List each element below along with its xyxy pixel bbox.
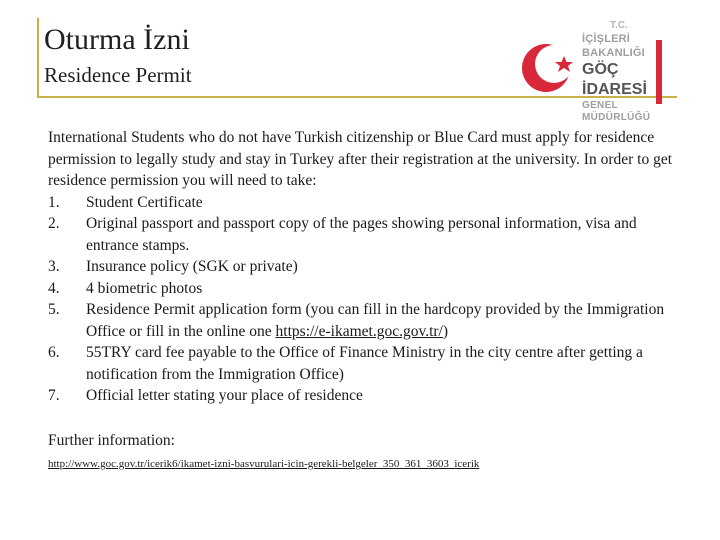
further-information-link[interactable]: http://www.goc.gov.tr/icerik6/ikamet-izni-basvurulari-icin-gerekli-belgeler_350_361_3603_icerik	[48, 458, 480, 470]
logo-line-directorate: GENEL MÜDÜRLÜĞÜ	[582, 100, 651, 123]
list-item	[48, 213, 678, 256]
list-text: 4 biometric photos	[86, 279, 203, 297]
further-information-label: Further information:	[48, 432, 175, 449]
main-content	[48, 127, 678, 407]
crescent-star-emblem-icon	[520, 38, 578, 98]
logo-red-bar	[656, 40, 662, 104]
list-number: 3.	[48, 258, 60, 275]
list-number: 7.	[48, 387, 60, 404]
list-text: Official letter stating your place of residence	[86, 387, 363, 404]
list-text: 55TRY card fee payable to the Office of Finance Ministry in the city centre after getting a notification from the Immigration Office)	[86, 344, 643, 383]
list-text	[86, 299, 678, 342]
page-subtitle: Residence Permit	[44, 63, 192, 87]
requirements-list	[48, 192, 678, 407]
intro-paragraph: International Students who do not have Turkish citizenship or Blue Card must apply for residence permission to legally study and stay in Turkey after their registration at the university. In order to get residence permission you will need to take:	[48, 129, 673, 189]
list-item	[48, 385, 678, 407]
list-text-suffix: )	[442, 322, 449, 340]
list-item	[48, 299, 678, 342]
e-ikamet-link[interactable]: https://e-ikamet.goc.gov.tr/	[275, 322, 443, 340]
list-item	[48, 192, 678, 214]
logo-line-ministry: İÇİŞLERİ BAKANLIĞI	[582, 33, 645, 59]
list-number: 4.	[48, 279, 60, 297]
list-text: Original passport and passport copy of the pages showing personal information, visa and entrance stamps.	[86, 215, 637, 254]
list-number: 2.	[48, 215, 60, 232]
list-text-body: Residence Permit application form (you can fill in the hardcopy provided by the Immigration Office or fill in the online one	[86, 301, 665, 340]
page-title: Oturma İzni	[44, 23, 190, 56]
logo-text	[582, 20, 680, 124]
logo-line-goc-idaresi: GÖÇ İDARESİ	[582, 61, 647, 98]
list-number: 5.	[48, 301, 60, 318]
list-number: 6.	[48, 344, 60, 361]
goc-idaresi-logo	[520, 20, 680, 123]
logo-line-tc: T.C.	[610, 20, 628, 31]
list-item	[48, 278, 678, 300]
list-number: 1.	[48, 193, 60, 211]
list-item	[48, 256, 678, 278]
list-item	[48, 342, 678, 385]
header-vertical-rule	[37, 18, 39, 96]
list-text: Insurance policy (SGK or private)	[86, 258, 298, 275]
list-text: Student Certificate	[86, 193, 203, 211]
